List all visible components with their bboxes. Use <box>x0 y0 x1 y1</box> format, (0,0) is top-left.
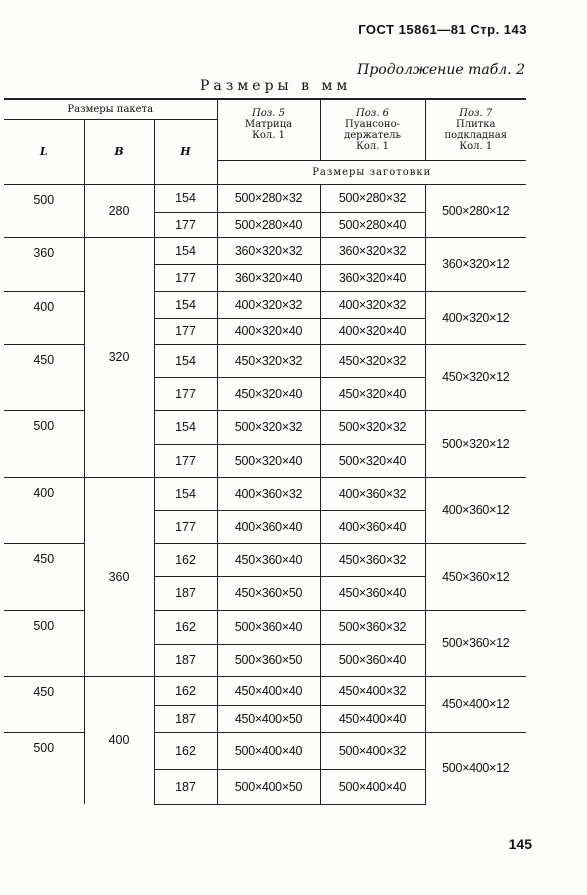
col-L-header: L <box>4 119 84 184</box>
cell-matrix-blank: 500×320×40 <box>217 444 320 477</box>
cell-holder-blank: 500×360×32 <box>320 610 425 644</box>
cell-plate-blank: 400×320×12 <box>425 291 526 344</box>
page-number: 145 <box>508 836 532 852</box>
cell-H: 162 <box>154 676 217 705</box>
cell-holder-blank: 500×360×40 <box>320 644 425 676</box>
units-caption: Размеры в мм <box>200 78 352 94</box>
cell-H: 162 <box>154 610 217 644</box>
pos6-header: Поз. 6 Пуансоно-держатель Кол. 1 <box>320 99 425 160</box>
cell-H: 177 <box>154 318 217 344</box>
cell-matrix-blank: 400×360×32 <box>217 477 320 510</box>
cell-L: 450 <box>4 344 84 410</box>
table-row <box>4 410 526 444</box>
col-B-header: B <box>84 119 154 184</box>
cell-holder-blank: 360×320×32 <box>320 237 425 264</box>
cell-plate-blank: 450×400×12 <box>425 676 526 732</box>
cell-matrix-blank: 450×360×40 <box>217 543 320 576</box>
cell-holder-blank: 400×320×40 <box>320 318 425 344</box>
cell-matrix-blank: 500×360×40 <box>217 610 320 644</box>
package-dimensions-header: Размеры пакета <box>4 99 217 119</box>
cell-plate-blank: 360×320×12 <box>425 237 526 291</box>
cell-H: 154 <box>154 291 217 318</box>
pos7-header: Поз. 7 Плитка подкладная Кол. 1 <box>425 99 526 160</box>
cell-L: 450 <box>4 676 84 732</box>
cell-H: 162 <box>154 732 217 769</box>
col-H-header: H <box>154 119 217 184</box>
cell-H: 177 <box>154 212 217 237</box>
cell-matrix-blank: 400×360×40 <box>217 510 320 543</box>
cell-holder-blank: 500×400×32 <box>320 732 425 769</box>
cell-H: 187 <box>154 769 217 804</box>
cell-plate-blank: 500×320×12 <box>425 410 526 477</box>
cell-L: 500 <box>4 184 84 237</box>
cell-H: 154 <box>154 477 217 510</box>
cell-holder-blank: 500×320×40 <box>320 444 425 477</box>
table-row <box>4 732 526 769</box>
cell-B: 400 <box>84 676 154 804</box>
cell-plate-blank: 500×280×12 <box>425 184 526 237</box>
table-row <box>4 477 526 510</box>
cell-matrix-blank: 500×400×50 <box>217 769 320 804</box>
cell-H: 154 <box>154 237 217 264</box>
cell-matrix-blank: 360×320×40 <box>217 264 320 291</box>
cell-L: 400 <box>4 291 84 344</box>
cell-matrix-blank: 500×400×40 <box>217 732 320 769</box>
cell-holder-blank: 400×360×40 <box>320 510 425 543</box>
cell-matrix-blank: 450×320×40 <box>217 377 320 410</box>
cell-holder-blank: 360×320×40 <box>320 264 425 291</box>
table-row <box>4 344 526 377</box>
blank-dimensions-header: Размеры заготовки <box>217 160 526 184</box>
cell-B: 320 <box>84 237 154 477</box>
cell-holder-blank: 400×320×32 <box>320 291 425 318</box>
cell-matrix-blank: 450×360×50 <box>217 576 320 610</box>
cell-holder-blank: 450×360×40 <box>320 576 425 610</box>
cell-H: 177 <box>154 510 217 543</box>
cell-matrix-blank: 500×280×40 <box>217 212 320 237</box>
cell-matrix-blank: 400×320×32 <box>217 291 320 318</box>
cell-plate-blank: 500×400×12 <box>425 732 526 804</box>
cell-B: 360 <box>84 477 154 676</box>
cell-matrix-blank: 450×320×32 <box>217 344 320 377</box>
cell-H: 177 <box>154 377 217 410</box>
dimensions-table <box>4 98 526 805</box>
cell-plate-blank: 450×320×12 <box>425 344 526 410</box>
table-row <box>4 543 526 576</box>
cell-L: 400 <box>4 477 84 543</box>
cell-matrix-blank: 450×400×40 <box>217 676 320 705</box>
cell-holder-blank: 500×280×40 <box>320 212 425 237</box>
cell-plate-blank: 400×360×12 <box>425 477 526 543</box>
cell-plate-blank: 500×360×12 <box>425 610 526 676</box>
cell-L: 500 <box>4 610 84 676</box>
cell-H: 154 <box>154 184 217 212</box>
cell-H: 177 <box>154 444 217 477</box>
pos5-header: Поз. 5 Матрица Кол. 1 <box>217 99 320 160</box>
cell-H: 177 <box>154 264 217 291</box>
cell-H: 187 <box>154 705 217 732</box>
table-row <box>4 291 526 318</box>
cell-matrix-blank: 450×400×50 <box>217 705 320 732</box>
cell-B: 280 <box>84 184 154 237</box>
cell-holder-blank: 450×400×32 <box>320 676 425 705</box>
cell-holder-blank: 450×400×40 <box>320 705 425 732</box>
cell-H: 154 <box>154 344 217 377</box>
cell-matrix-blank: 500×280×32 <box>217 184 320 212</box>
cell-L: 450 <box>4 543 84 610</box>
cell-L: 500 <box>33 740 55 755</box>
page-header-title: ГОСТ 15861—81 Стр. 143 <box>358 22 527 37</box>
table-row <box>4 610 526 644</box>
cell-matrix-blank: 500×360×50 <box>217 644 320 676</box>
cell-H: 154 <box>154 410 217 444</box>
cell-holder-blank: 450×360×32 <box>320 543 425 576</box>
table-row <box>4 184 526 212</box>
cell-L: 360 <box>4 237 84 291</box>
cell-holder-blank: 500×400×40 <box>320 769 425 804</box>
cell-holder-blank: 400×360×32 <box>320 477 425 510</box>
table-row <box>4 676 526 705</box>
cell-plate-blank: 450×360×12 <box>425 543 526 610</box>
cell-H: 187 <box>154 644 217 676</box>
cell-matrix-blank: 400×320×40 <box>217 318 320 344</box>
cell-holder-blank: 450×320×32 <box>320 344 425 377</box>
cell-H: 187 <box>154 576 217 610</box>
cell-L: 500 <box>4 410 84 477</box>
continuation-label: Продолжение табл. 2 <box>357 62 525 78</box>
cell-H: 162 <box>154 543 217 576</box>
cell-matrix-blank: 360×320×32 <box>217 237 320 264</box>
table-row <box>4 237 526 264</box>
cell-holder-blank: 500×320×32 <box>320 410 425 444</box>
cell-matrix-blank: 500×320×32 <box>217 410 320 444</box>
cell-holder-blank: 500×280×32 <box>320 184 425 212</box>
cell-holder-blank: 450×320×40 <box>320 377 425 410</box>
